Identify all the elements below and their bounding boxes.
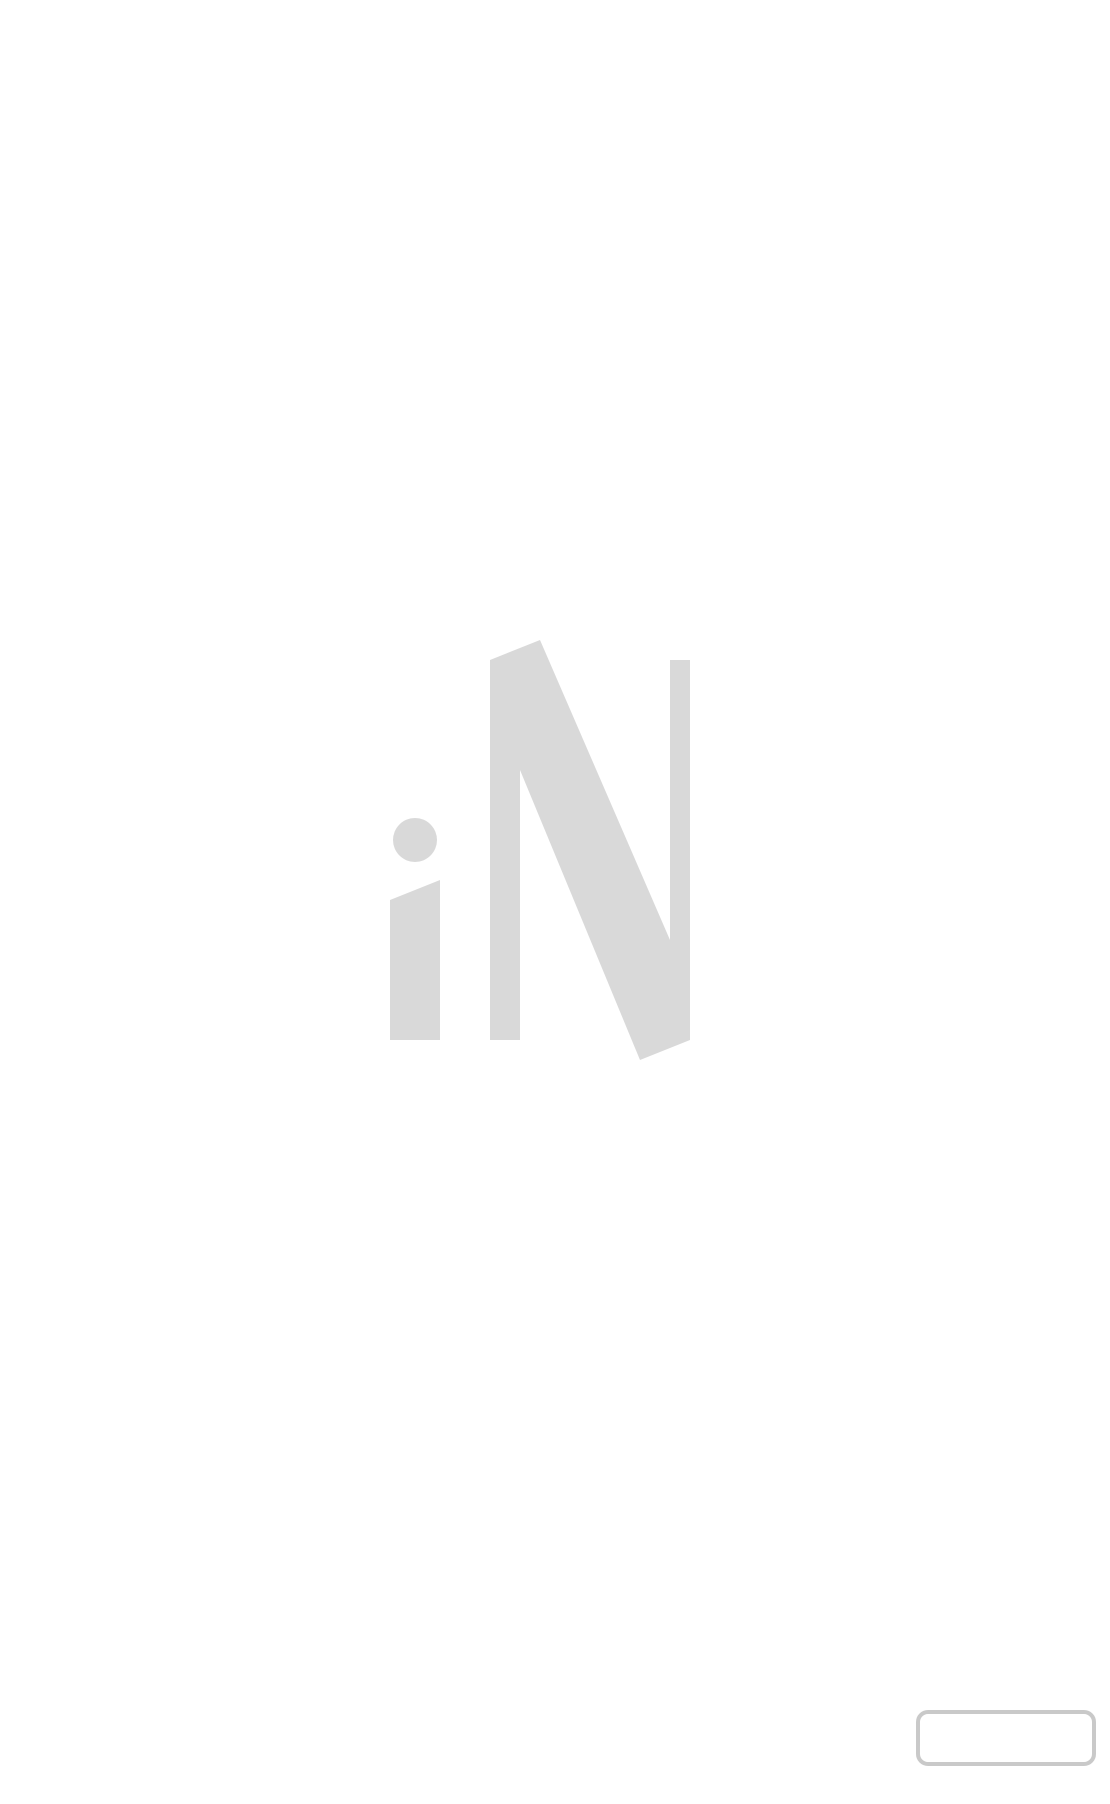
watermark-logo-icon	[370, 640, 690, 1060]
corner-logo-icon	[916, 1710, 1096, 1796]
